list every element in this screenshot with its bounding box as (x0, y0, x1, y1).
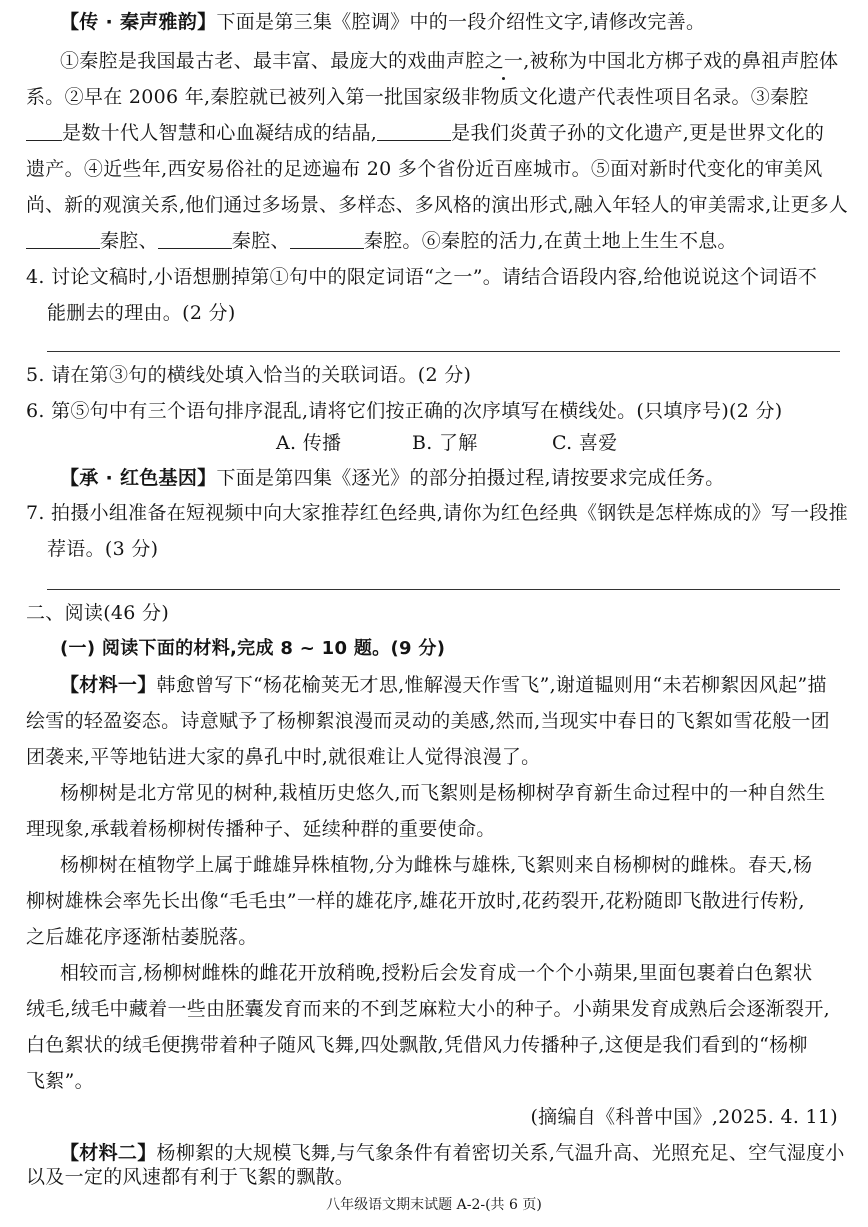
material-1-p4-line-1: 相较而言,杨柳树雌株的雌花开放稍晚,授粉后会发育成一个个小蒴果,里面包裹着白色絮状 (60, 962, 813, 984)
material-1-p2-line-1: 杨柳树是北方常见的树种,栽植历史悠久,而飞絮则是杨柳树孕育新生命过程中的一种自然生 (60, 782, 826, 804)
material-1-p4-line-2: 绒毛,绒毛中藏着一些由胚囊发育而来的不到芝麻粒大小的种子。小蒴果发育成熟后会逐渐裂开, (26, 998, 830, 1020)
material-2-header: 【材料二】 (60, 1142, 157, 1164)
question-6-option-c: C. 喜爱 (552, 432, 618, 454)
material-1-p2-line-2: 理现象,承载着杨柳树传播种子、延续种群的重要使命。 (26, 818, 496, 840)
page-footer: 八年级语文期末试题 A-2-(共 6 页) (326, 1197, 542, 1213)
question-4-line-2: 能删去的理由。(2 分) (47, 302, 236, 324)
material-text: 杨柳絮的大规模飞舞,与气象条件有着密切关系,气温升高、光照充足、空气湿度小 (156, 1142, 845, 1164)
material-2-line-2: 以及一定的风速都有利于飞絮的飘散。 (26, 1166, 355, 1188)
reading-subsection-title: (一) 阅读下面的材料,完成 8 ~ 10 题。(9 分) (60, 638, 446, 659)
material-1-p3-line-2: 柳树雄株会率先长出像“毛毛虫”一样的雄花序,雄花开放时,花药裂开,花粉随即飞散进行传粉, (26, 890, 805, 912)
passage-line-2: 系。②早在 2006 年,秦腔就已被列入第一批国家级非物质文化遗产代表性项目名录。③秦腔 (26, 86, 809, 108)
material-2-line-1 (60, 1140, 845, 1166)
material-1-p4-line-3: 白色絮状的绒毛便携带着种子随风飞舞,四处飘散,凭借风力传播种子,这便是我们看到的“杨柳 (26, 1034, 808, 1056)
passage-line-5: 尚、新的观演关系,他们通过多场景、多样态、多风格的演出形式,融入年轻人的审美需求,让更多人 (26, 194, 848, 216)
answer-blank[interactable] (377, 122, 451, 141)
passage-line-3 (26, 120, 824, 146)
section-cheng-header: 【承 · 红色基因】 (60, 467, 217, 489)
material-1-p3-line-1: 杨柳树在植物学上属于雌雄异株植物,分为雌株与雄株,飞絮则来自杨柳树的雌株。春天,杨 (60, 854, 813, 876)
emphasized-word: 之一 (484, 50, 524, 72)
material-1-p3-line-3: 之后雄花序逐渐枯萎脱落。 (26, 926, 258, 948)
passage-text: 是我们炎黄子孙的文化遗产,更是世界文化的 (451, 122, 825, 144)
passage-text: 秦腔、 (100, 230, 158, 252)
question-6-option-a: A. 传播 (276, 432, 342, 454)
answer-blank[interactable] (26, 122, 62, 141)
reading-section-title: 二、阅读(46 分) (26, 602, 170, 624)
passage-text: ,被称为中国北方梆子戏的鼻祖声腔体 (523, 50, 839, 72)
passage-line-4: 遗产。④近些年,西安易俗社的足迹遍布 20 多个省份近百座城市。⑤面对新时代变化的审美风 (26, 158, 823, 180)
question-4-line-1: 4. 讨论文稿时,小语想删掉第①句中的限定词语“之一”。请结合语段内容,给他说说这个词语不 (26, 266, 818, 288)
section-chuan-instruction: 下面是第三集《腔调》中的一段介绍性文字,请修改完善。 (216, 11, 706, 33)
answer-line[interactable] (47, 589, 840, 590)
answer-blank[interactable] (26, 230, 100, 249)
material-1-p4-line-4: 飞絮”。 (26, 1070, 94, 1092)
passage-line-1 (60, 48, 838, 74)
passage-text: 是数十代人智慧和心血凝结成的结晶, (62, 122, 378, 144)
question-7-line-1: 7. 拍摄小组准备在短视频中向大家推荐红色经典,请你为红色经典《钢铁是怎样炼成的》写一段推 (26, 502, 848, 524)
section-cheng-intro (60, 465, 725, 491)
material-1-source: (摘编自《科普中国》,2025. 4. 11) (530, 1106, 838, 1128)
passage-text: ①秦腔是我国最古老、最丰富、最庞大的戏曲声腔 (60, 50, 485, 72)
question-7-line-2: 荐语。(3 分) (47, 538, 159, 560)
material-text: 韩愈曾写下“杨花榆荚无才思,惟解漫天作雪飞”,谢道韫则用“未若柳絮因风起”描 (156, 674, 827, 696)
section-chuan-intro (60, 9, 705, 35)
passage-text: 秦腔。⑥秦腔的活力,在黄土地上生生不息。 (363, 230, 737, 252)
passage-text: 秦腔、 (231, 230, 290, 252)
answer-line[interactable] (47, 351, 840, 352)
section-cheng-instruction: 下面是第四集《逐光》的部分拍摄过程,请按要求完成任务。 (216, 467, 725, 489)
answer-blank[interactable] (158, 230, 232, 249)
passage-line-6 (26, 228, 737, 254)
answer-blank[interactable] (290, 230, 364, 249)
question-6: 6. 第⑤句中有三个语句排序混乱,请将它们按正确的次序填写在横线处。(只填序号)(2 分) (26, 400, 783, 422)
question-6-option-b: B. 了解 (412, 432, 478, 454)
material-1-line-3: 团袭来,平等地钻进大家的鼻孔中时,就很难让人觉得浪漫了。 (26, 746, 541, 768)
question-5: 5. 请在第③句的横线处填入恰当的关联词语。(2 分) (26, 364, 472, 386)
material-1-line-2: 绘雪的轻盈姿态。诗意赋予了杨柳絮浪漫而灵动的美感,然而,当现实中春日的飞絮如雪花般一团 (26, 710, 830, 732)
section-chuan-header: 【传 · 秦声雅韵】 (60, 11, 217, 33)
material-1-header: 【材料一】 (60, 674, 157, 696)
material-1-line-1 (60, 672, 827, 698)
